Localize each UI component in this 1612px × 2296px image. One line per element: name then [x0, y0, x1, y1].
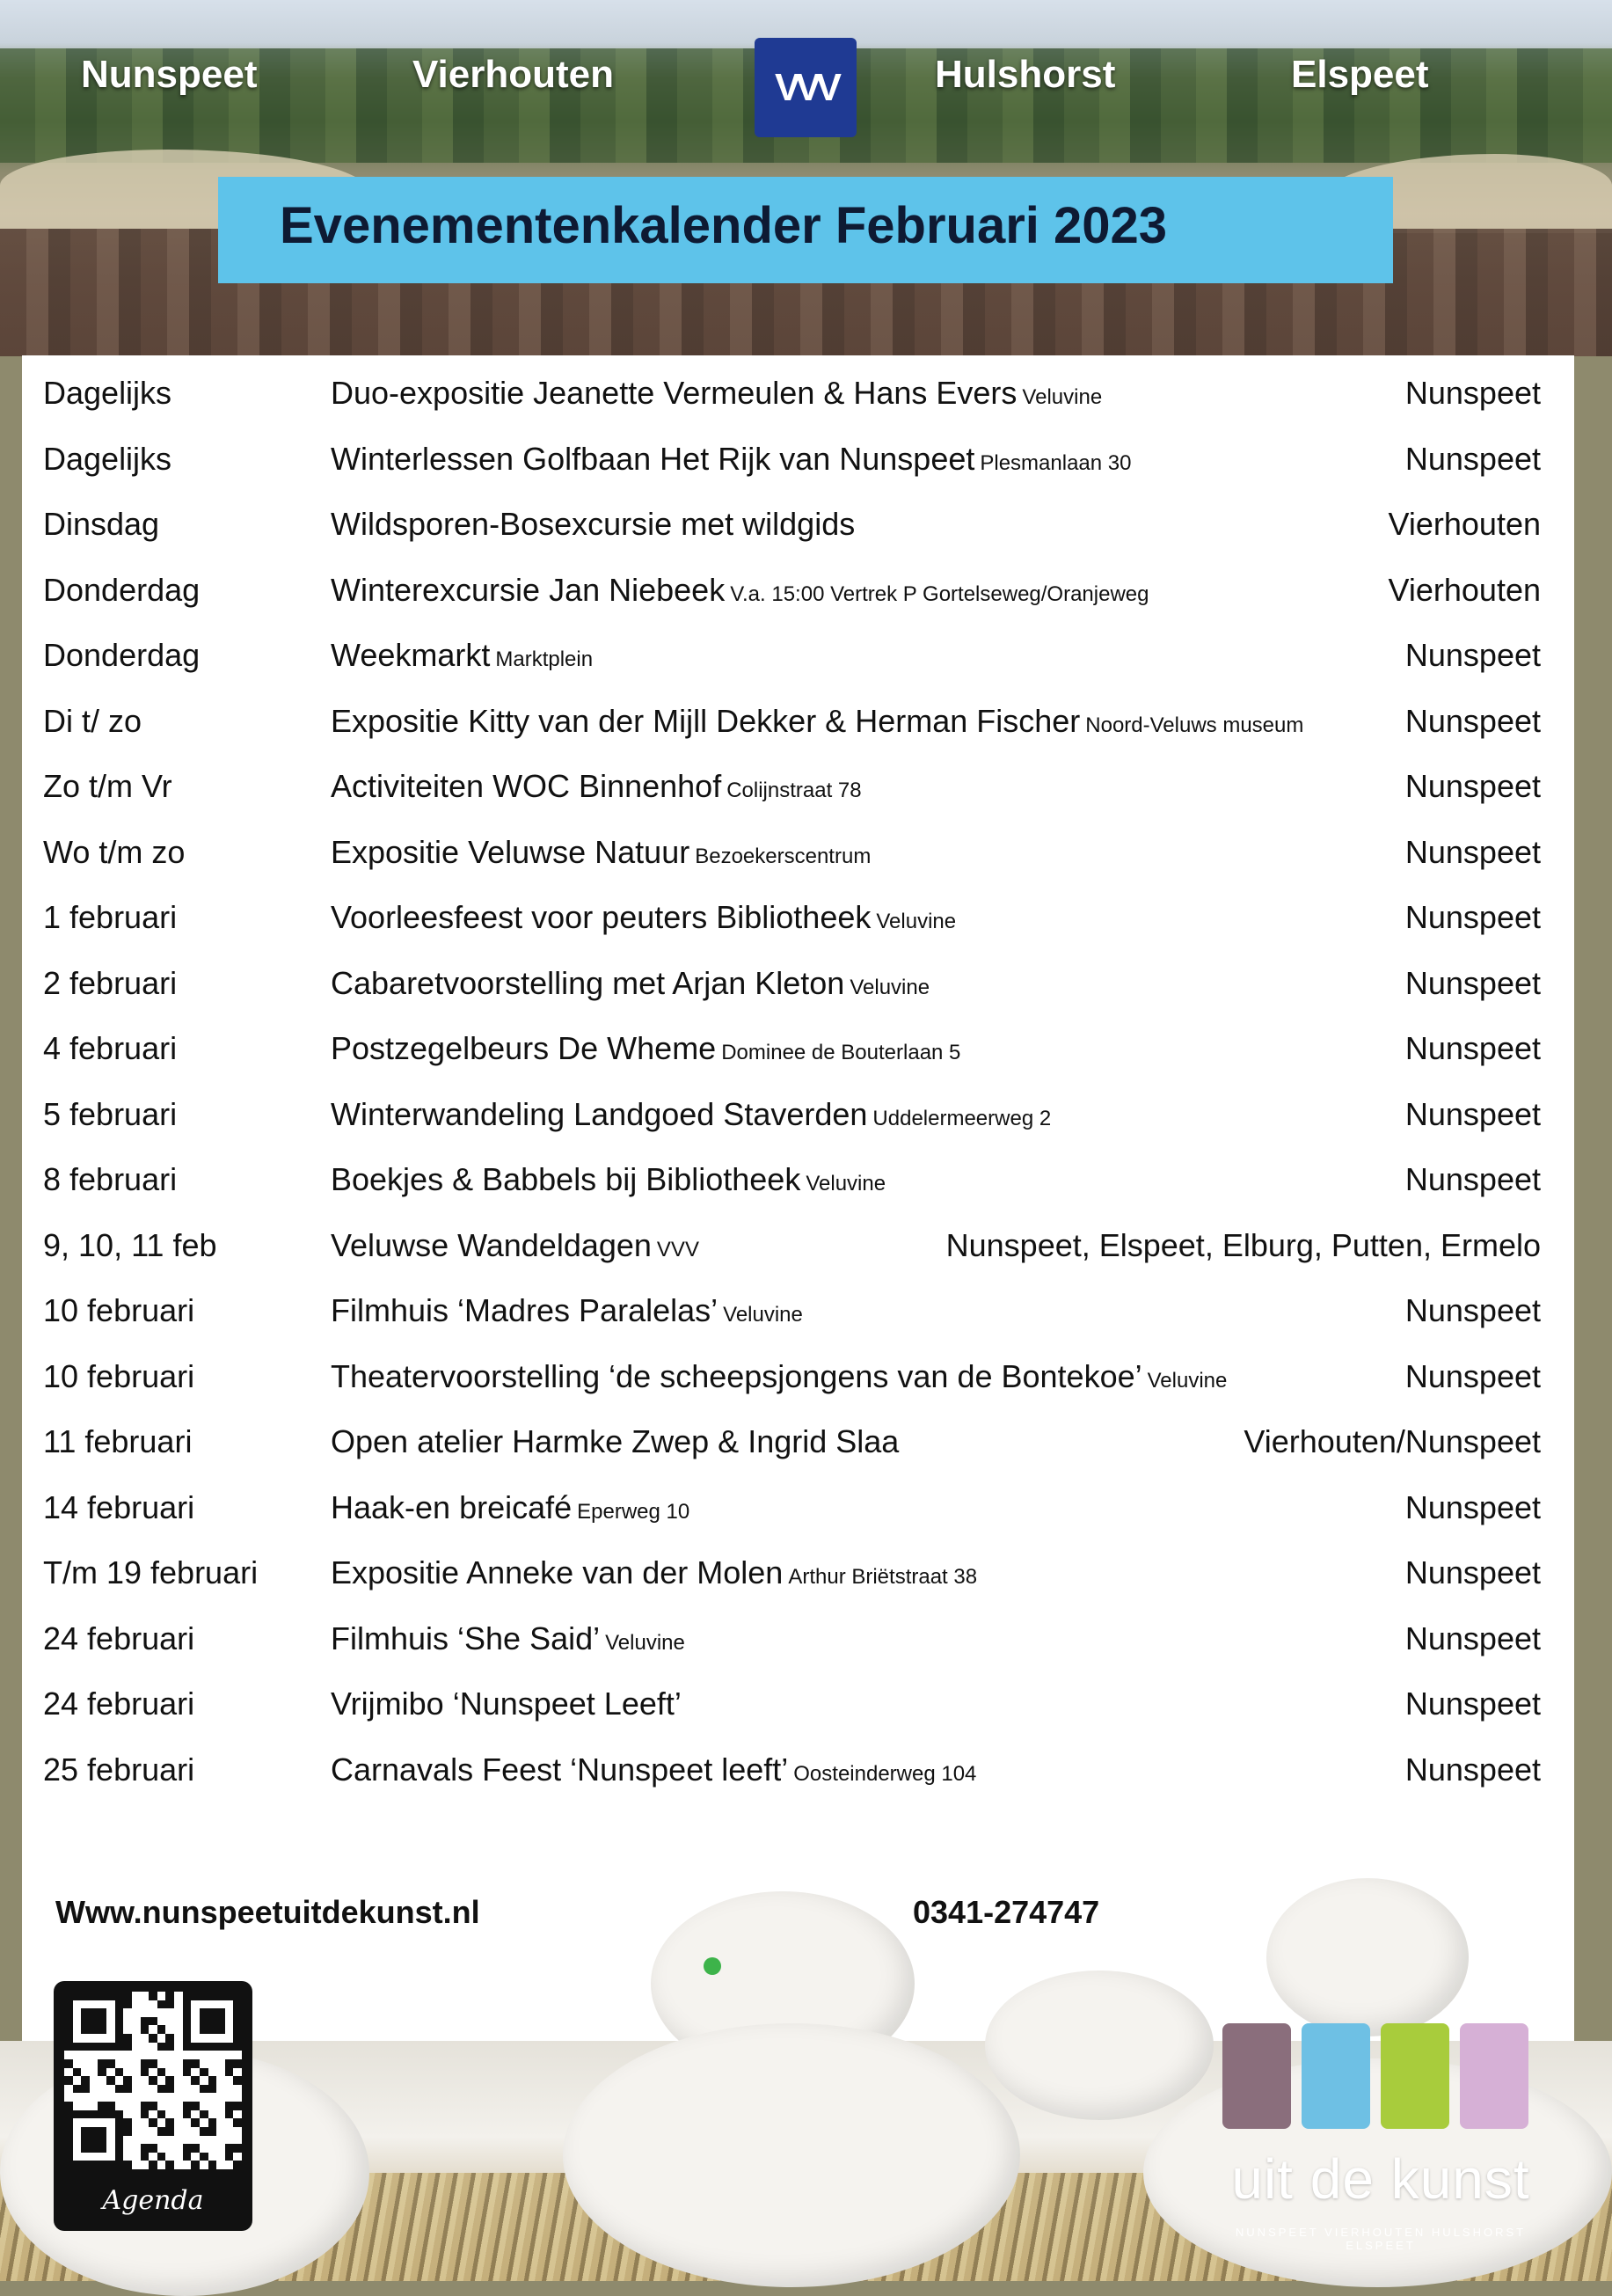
event-location: Nunspeet — [1404, 1030, 1541, 1066]
event-title — [331, 441, 1131, 478]
event-name: Theatervoorstelling ‘de scheepsjongens van de Bontekoe’ — [331, 1357, 1142, 1394]
event-date: 1 februari — [43, 899, 178, 935]
event-row — [22, 430, 1574, 495]
event-title — [331, 637, 593, 674]
town-vierhouten: Vierhouten — [412, 53, 615, 96]
event-row — [22, 495, 1574, 560]
event-date: Di t/ zo — [43, 702, 142, 739]
event-location: Nunspeet — [1404, 702, 1541, 739]
event-venue: Veluvine — [850, 975, 930, 999]
event-name: Expositie Kitty van der Mijll Dekker & Herman Fischer — [331, 702, 1081, 739]
event-title — [331, 768, 862, 805]
event-row — [22, 1741, 1574, 1806]
event-name: Vrijmibo ‘Nunspeet Leeft’ — [331, 1685, 682, 1722]
event-row — [22, 561, 1574, 626]
event-title — [331, 1292, 803, 1329]
event-location: Nunspeet — [1404, 1095, 1541, 1132]
event-row — [22, 1675, 1574, 1740]
event-date: Donderdag — [43, 637, 201, 673]
event-name: Weekmarkt — [331, 637, 491, 673]
event-date: 9, 10, 11 feb — [43, 1226, 217, 1263]
brand-block-i — [1302, 2023, 1370, 2129]
event-date: Donderdag — [43, 571, 201, 608]
qr-code-card[interactable] — [54, 1981, 252, 2231]
town-hulshorst: Hulshorst — [935, 53, 1116, 96]
event-location: Vierhouten/Nunspeet — [1244, 1423, 1541, 1459]
phone-number: 0341-274747 — [913, 1894, 1100, 1930]
event-row — [22, 1544, 1574, 1609]
event-row — [22, 954, 1574, 1020]
event-title — [331, 1423, 904, 1460]
event-title — [331, 1227, 699, 1264]
town-nunspeet: Nunspeet — [81, 53, 258, 96]
vvv-logo-text: VVV — [774, 65, 837, 109]
event-title — [331, 1685, 687, 1722]
event-name: Winterlessen Golfbaan Het Rijk van Nunspeet — [331, 440, 975, 477]
title-banner — [218, 177, 1393, 283]
event-row — [22, 1479, 1574, 1544]
event-venue: Veluvine — [605, 1630, 685, 1655]
lamb-body-center — [563, 2023, 1020, 2287]
event-venue: Veluvine — [876, 910, 957, 933]
event-row — [22, 1348, 1574, 1413]
event-title — [331, 1030, 960, 1067]
event-venue: VVV — [656, 1237, 699, 1261]
event-name: Cabaretvoorstelling met Arjan Kleton — [331, 964, 845, 1001]
event-name: Filmhuis ‘She Said’ — [331, 1620, 601, 1656]
event-venue: Uddelermeerweg 2 — [872, 1106, 1052, 1130]
event-title — [331, 1620, 685, 1657]
event-row — [22, 1217, 1574, 1282]
event-name: Winterwandeling Landgoed Staverden — [331, 1095, 868, 1132]
event-row — [22, 692, 1574, 757]
event-venue: Veluvine — [723, 1303, 803, 1327]
event-name: Winterexcursie Jan Niebeek — [331, 571, 726, 608]
event-location: Nunspeet — [1404, 1685, 1541, 1722]
event-row — [22, 757, 1574, 823]
event-venue: Arthur Briëtstraat 38 — [788, 1565, 978, 1589]
event-date: Wo t/m zo — [43, 833, 186, 870]
event-location: Nunspeet, Elspeet, Elburg, Putten, Ermelo — [945, 1226, 1541, 1263]
brand-name: uit de kunst — [1231, 2147, 1530, 2211]
event-row — [22, 1020, 1574, 1085]
event-venue: Dominee de Bouterlaan 5 — [721, 1041, 961, 1064]
event-date: 4 februari — [43, 1030, 178, 1066]
event-title — [331, 1554, 977, 1591]
event-name: Activiteiten WOC Binnenhof — [331, 768, 722, 804]
event-location: Nunspeet — [1404, 440, 1541, 477]
event-title — [331, 899, 956, 936]
qr-code[interactable] — [64, 1992, 242, 2169]
event-location: Nunspeet — [1404, 833, 1541, 870]
event-row — [22, 888, 1574, 954]
event-row — [22, 1086, 1574, 1151]
event-name: Veluwse Wandeldagen — [331, 1226, 652, 1263]
brand-tagline: NUNSPEET VIERHOUTEN HULSHORST ELSPEET — [1235, 2226, 1527, 2252]
event-date: Dinsdag — [43, 506, 160, 542]
event-title — [331, 506, 860, 543]
ear-tag — [704, 1957, 721, 1975]
event-venue: V.a. 15:00 Vertrek P Gortelseweg/Oranjeweg — [730, 581, 1149, 606]
event-date: Zo t/m Vr — [43, 768, 172, 804]
event-date: 2 februari — [43, 964, 178, 1001]
event-venue: Plesmanlaan 30 — [980, 450, 1132, 475]
event-title — [331, 965, 930, 1002]
event-venue: Veluvine — [1022, 385, 1103, 409]
event-title — [331, 703, 1303, 740]
event-location: Nunspeet — [1404, 1161, 1541, 1197]
event-location: Vierhouten — [1388, 506, 1541, 542]
event-date: 10 februari — [43, 1292, 195, 1328]
event-title — [331, 834, 871, 871]
lamb-head-right — [985, 1971, 1214, 2120]
event-location: Nunspeet — [1404, 768, 1541, 804]
event-venue: Colijnstraat 78 — [726, 779, 862, 802]
event-venue: Veluvine — [806, 1172, 886, 1196]
event-name: Filmhuis ‘Madres Paralelas’ — [331, 1292, 718, 1328]
event-venue: Veluvine — [1147, 1368, 1228, 1393]
lamb-head-bleating — [1266, 1878, 1469, 2036]
event-date: 14 februari — [43, 1488, 195, 1525]
event-venue: Marktplein — [495, 647, 594, 671]
event-location: Nunspeet — [1404, 1620, 1541, 1656]
event-row — [22, 1151, 1574, 1216]
event-title — [331, 1096, 1051, 1133]
event-row — [22, 364, 1574, 429]
event-name: Expositie Anneke van der Molen — [331, 1554, 784, 1590]
event-row — [22, 1610, 1574, 1675]
event-date: Dagelijks — [43, 375, 172, 411]
event-name: Wildsporen-Bosexcursie met wildgids — [331, 506, 856, 542]
event-date: T/m 19 februari — [43, 1554, 259, 1590]
event-venue: Oosteinderweg 104 — [793, 1761, 977, 1786]
event-location: Nunspeet — [1404, 637, 1541, 673]
event-name: Open atelier Harmke Zwep & Ingrid Slaa — [331, 1423, 900, 1459]
event-name: Boekjes & Babbels bij Bibliotheek — [331, 1161, 801, 1197]
event-title — [331, 1161, 886, 1198]
vvv-logo — [755, 38, 857, 137]
event-date: 10 februari — [43, 1357, 195, 1394]
event-date: 24 februari — [43, 1685, 195, 1722]
event-location: Nunspeet — [1404, 964, 1541, 1001]
event-location: Nunspeet — [1404, 1292, 1541, 1328]
uit-de-kunst-logo — [1214, 2014, 1548, 2252]
qr-label: Agenda — [102, 2185, 204, 2216]
brand-block-t — [1381, 2023, 1449, 2129]
event-title — [331, 572, 1149, 609]
event-title — [331, 375, 1102, 412]
event-title — [331, 1489, 689, 1526]
event-location: Nunspeet — [1404, 1554, 1541, 1590]
event-name: Duo-expositie Jeanette Vermeulen & Hans Evers — [331, 375, 1018, 411]
website-link[interactable]: Www.nunspeetuitdekunst.nl — [55, 1894, 480, 1930]
event-date: 8 februari — [43, 1161, 178, 1197]
event-venue: Bezoekerscentrum — [695, 844, 872, 868]
brand-block-d — [1460, 2023, 1528, 2129]
event-date: Dagelijks — [43, 440, 172, 477]
event-date: 5 februari — [43, 1095, 178, 1132]
event-date: 11 februari — [43, 1423, 193, 1459]
event-venue: Eperweg 10 — [577, 1499, 690, 1524]
event-list — [22, 355, 1574, 2046]
event-location: Nunspeet — [1404, 1357, 1541, 1394]
event-title — [331, 1358, 1227, 1395]
event-name: Haak-en breicafé — [331, 1488, 573, 1525]
event-row — [22, 1413, 1574, 1478]
event-date: 24 februari — [43, 1620, 195, 1656]
event-location: Nunspeet — [1404, 899, 1541, 935]
event-name: Voorleesfeest voor peuters Bibliotheek — [331, 899, 872, 935]
event-location: Nunspeet — [1404, 1751, 1541, 1788]
event-venue: Noord-Veluws museum — [1085, 713, 1304, 737]
event-location: Vierhouten — [1388, 571, 1541, 608]
event-location: Nunspeet — [1404, 375, 1541, 411]
event-row — [22, 626, 1574, 691]
event-date: 25 februari — [43, 1751, 195, 1788]
event-name: Expositie Veluwse Natuur — [331, 833, 690, 870]
event-location: Nunspeet — [1404, 1488, 1541, 1525]
town-elspeet: Elspeet — [1291, 53, 1429, 96]
event-name: Postzegelbeurs De Wheme — [331, 1030, 717, 1066]
event-title — [331, 1751, 976, 1788]
brand-block-u — [1222, 2023, 1291, 2129]
event-row — [22, 1282, 1574, 1347]
event-row — [22, 823, 1574, 888]
page-title: Evenementenkalender Februari 2023 — [280, 197, 1168, 254]
event-name: Carnavals Feest ‘Nunspeet leeft’ — [331, 1751, 789, 1788]
